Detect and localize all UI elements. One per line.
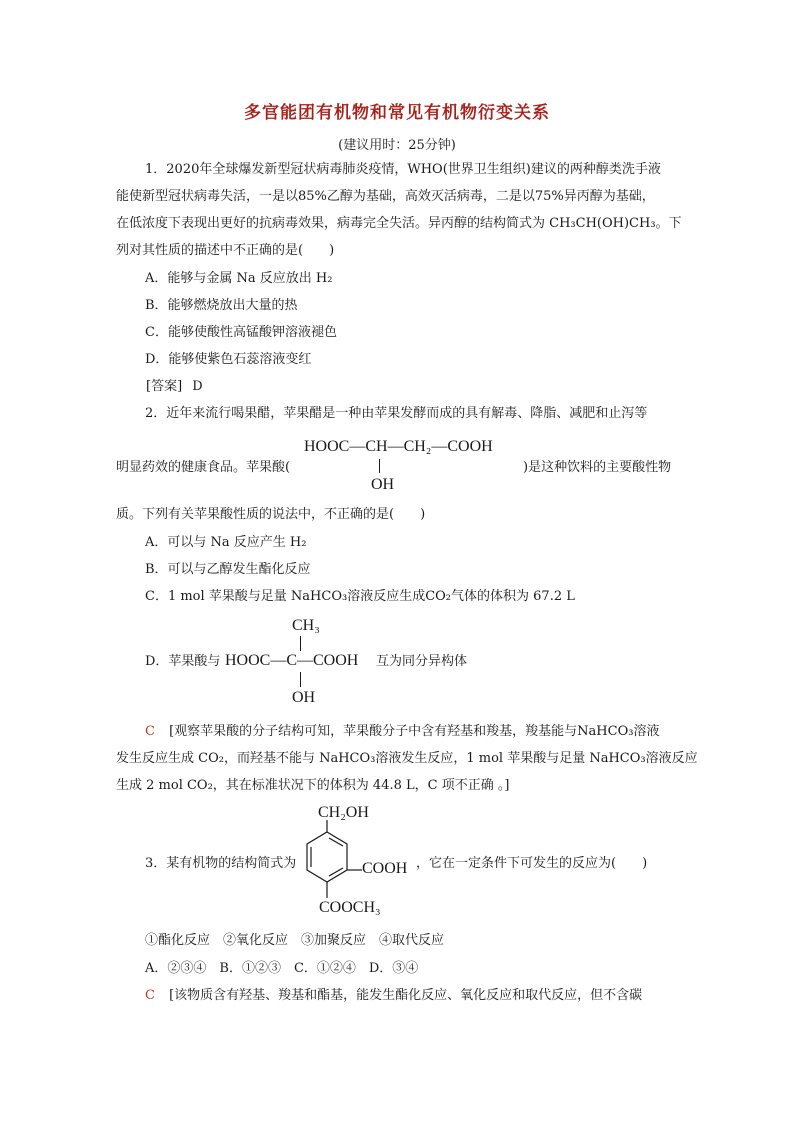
ring-ch2oh: CH₂OH (318, 804, 369, 821)
q2-line2-left: 明显药效的健康食品。苹果酸( (116, 460, 291, 475)
q3-reactions: ①酯化反应 ②氧化反应 ③加聚反应 ④取代反应 (145, 933, 445, 948)
q2-explanation-line1 (145, 724, 659, 740)
q1-option-c: C．能够使酸性高锰酸钾溶液褪色 (145, 325, 337, 340)
q2-option-c: C．1 mol 苹果酸与足量 NaHCO₃溶液反应生成CO₂气体的体积为 67.2 L (145, 589, 575, 604)
q2-option-d-left: D．苹果酸与 (145, 654, 221, 669)
isomer-bond-top (300, 636, 301, 651)
q3-line-right: ，它在一定条件下可发生的反应为( ) (416, 856, 648, 871)
q1-option-b: B．能够燃烧放出大量的热 (145, 298, 298, 313)
q1-option-a: A．能够与金属 Na 反应放出 H₂ (145, 271, 333, 286)
isomer-ch3: CH₃ (292, 617, 320, 634)
isomer-bond-bottom (300, 672, 301, 687)
q1-answer-row (146, 379, 203, 395)
benzene-ring (300, 820, 370, 902)
q2-explanation-line2: 发生反应生成 CO₂，而羟基不能与 NaHCO₃溶液发生反应，1 mol 苹果酸与足量 NaHCO₃溶液反应 (116, 751, 698, 766)
q3-answer: C (145, 988, 155, 1003)
q2-option-d-right: 互为同分异构体 (376, 654, 468, 669)
ring-cooch3: COOCH₃ (319, 899, 381, 916)
q1-answer-tag: [答案] (146, 379, 183, 394)
q1-option-d: D．能够使紫色石蕊溶液变红 (145, 352, 312, 367)
ring-cooh: COOH (362, 860, 408, 877)
q3-explanation-line1 (145, 988, 642, 1004)
q2-explanation-line3: 生成 2 mol CO₂，其在标准状况下的体积为 44.8 L，C 项不正确 。] (116, 778, 510, 793)
q1-answer: D (192, 379, 203, 394)
q2-option-a: A．可以与 Na 反应产生 H₂ (145, 535, 307, 550)
q1-line2: 能使新型冠状病毒失活，一是以85%乙醇为基础，高效灭活病毒，二是以75%异丙醇为基础， (116, 189, 655, 204)
q2-line3: 质。下列有关苹果酸性质的说法中，不正确的是( ) (116, 507, 426, 522)
isomer-formula: HOOC—C—COOH (225, 652, 359, 669)
q3-exp1: [该物质含有羟基、羧基和酯基，能发生酯化反应、氧化反应和取代反应，但不含碳 (169, 988, 643, 1003)
q1-line3: 在低浓度下表现出更好的抗病毒效果，病毒完全失活。异丙醇的结构简式为 CH₃CH(OH)CH₃。下 (116, 216, 682, 231)
malic-acid-oh: OH (371, 476, 395, 493)
q2-line2-right: )是这种饮料的主要酸性物 (523, 460, 672, 475)
malic-acid-formula: HOOC—CH—CH₂—COOH (304, 438, 493, 455)
isomer-oh: OH (292, 689, 316, 706)
q1-line1: 1．2020年全球爆发新型冠状病毒肺炎疫情，WHO(世界卫生组织)建议的两种醇类洗手液 (145, 162, 661, 177)
suggested-time: (建议用时：25分钟) (338, 138, 456, 153)
page-title: 多官能团有机物和常见有机物衍变关系 (244, 103, 550, 123)
q2-line1: 2．近年来流行喝果醋，苹果醋是一种由苹果发酵而成的具有解毒、降脂、减肥和止泻等 (145, 406, 648, 421)
q3-options: A．②③④ B．①②③ C．①②④ D．③④ (145, 961, 419, 976)
q2-option-b: B．可以与乙醇发生酯化反应 (145, 562, 311, 577)
malic-acid-bond (379, 459, 380, 473)
q1-line4: 列对其性质的描述中不正确的是( ) (116, 243, 335, 258)
q3-line-left: 3．某有机物的结构简式为 (145, 856, 297, 871)
q2-answer: C (145, 724, 155, 739)
q2-exp1: [观察苹果酸的分子结构可知，苹果酸分子中含有羟基和羧基，羧基能与NaHCO₃溶液 (169, 724, 660, 739)
